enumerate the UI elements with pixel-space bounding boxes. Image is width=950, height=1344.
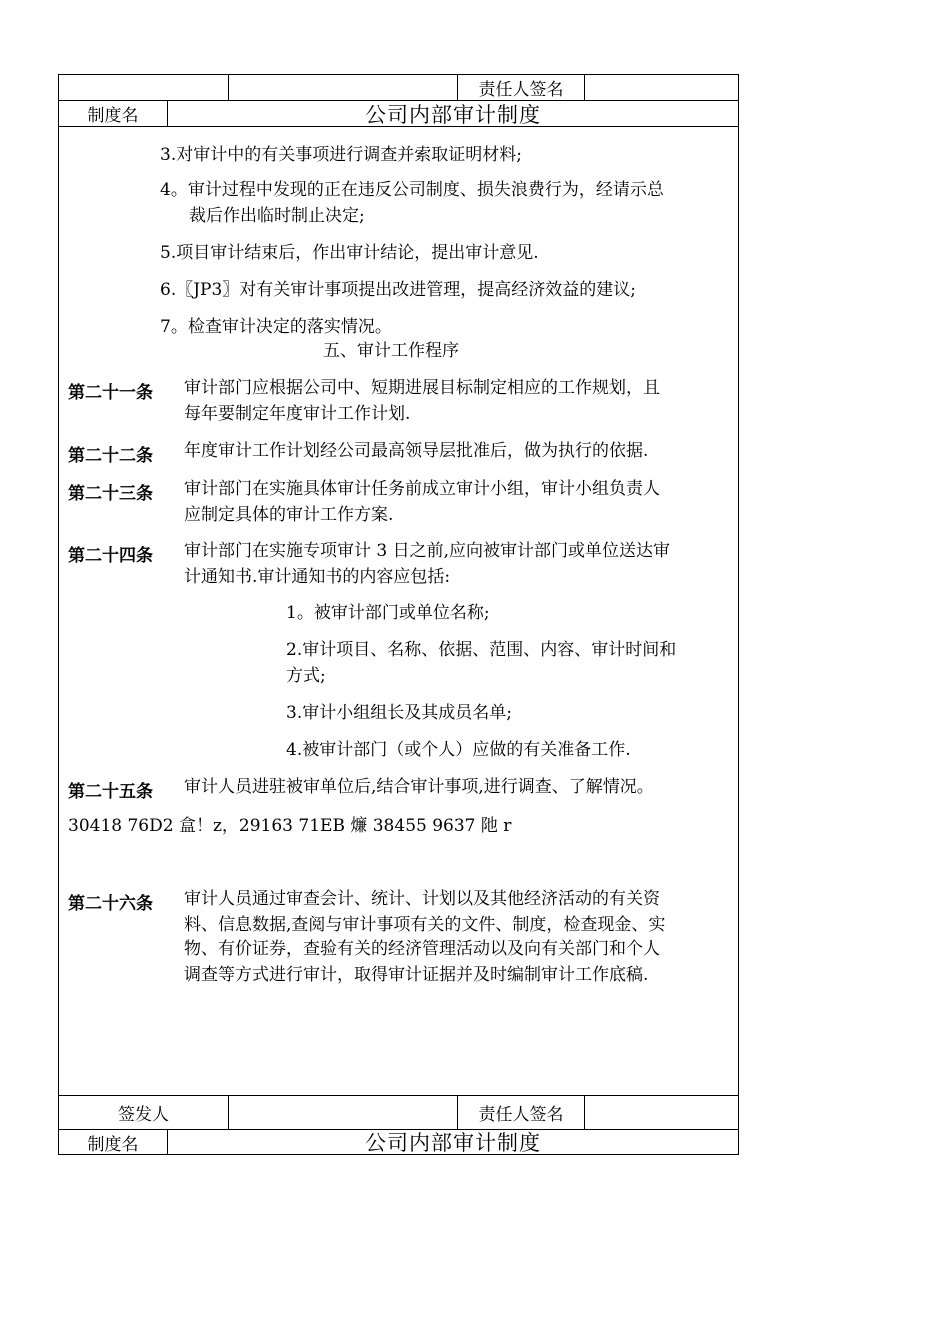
duty-item-4-cont: 裁后作出临时制止决定; [189,206,365,226]
article-24-label: 第二十四条 [68,546,153,566]
article-23-line-2: 应制定具体的审计工作方案. [184,505,394,525]
notice-item-2-cont: 方式; [286,666,326,686]
policy-name-label: 制度名 [59,101,168,126]
article-24-line-2: 计通知书.审计通知书的内容应包括: [184,567,451,587]
signer-value [585,75,738,100]
issuer-label: 签发人 [59,1096,229,1129]
footer-sign-row [59,1095,738,1130]
section-heading: 五、审计工作程序 [323,341,459,361]
article-25-label: 第二十五条 [68,782,153,802]
footer-policy-name-value: 公司内部审计制度 [365,1131,541,1155]
header-title-row [59,101,738,127]
notice-item-1: 1。被审计部门或单位名称; [286,603,490,623]
article-21-label: 第二十一条 [68,383,153,403]
article-26-line-1: 审计人员通过审查会计、统计、计划以及其他经济活动的有关资 [184,889,660,909]
signer-label: 责任人签名 [458,75,585,100]
header-blank-cell [59,75,229,100]
duty-item-3: 3.对审计中的有关事项进行调查并索取证明材料; [160,145,522,165]
article-22-line-1: 年度审计工作计划经公司最高领导层批准后，做为执行的依据. [184,441,649,461]
article-22-label: 第二十二条 [68,446,153,466]
duty-item-6: 6.〖JP3〗对有关审计事项提出改进管理，提高经济效益的建议; [160,280,637,300]
header-blank-cell-2 [229,75,458,100]
footer-signer-value [585,1096,738,1129]
article-26-line-3: 物、有价证券，查验有关的经济管理活动以及向有关部门和个人 [184,939,660,959]
footer-title-row [59,1130,738,1154]
duty-item-5: 5.项目审计结束后，作出审计结论，提出审计意见. [160,243,539,263]
issuer-value [229,1096,458,1129]
notice-item-3: 3.审计小组组长及其成员名单; [286,703,512,723]
article-23-line-1: 审计部门在实施具体审计任务前成立审计小组，审计小组负责人 [184,479,660,499]
duty-item-4: 4。审计过程中发现的正在违反公司制度、损失浪费行为，经请示总 [160,180,664,200]
footer-signer-label: 责任人签名 [458,1096,585,1129]
notice-item-4: 4.被审计部门（或个人）应做的有关准备工作. [286,740,631,760]
header-sign-row [59,75,738,101]
article-21-line-2: 每年要制定年度审计工作计划. [184,404,411,424]
article-26-line-4: 调查等方式进行审计，取得审计证据并及时编制审计工作底稿. [184,965,649,985]
article-23-label: 第二十三条 [68,484,153,504]
footer-policy-name-label: 制度名 [59,1130,168,1154]
article-26-label: 第二十六条 [68,894,153,914]
policy-name-value: 公司内部审计制度 [365,102,541,127]
notice-item-2: 2.审计项目、名称、依据、范围、内容、审计时间和 [286,640,677,660]
article-24-line-1: 审计部门在实施专项审计 3 日之前,应向被审计部门或单位送达审 [184,541,671,561]
article-26-line-2: 料、信息数据,查阅与审计事项有关的文件、制度，检查现金、实 [184,915,666,935]
garbled-code-line: 30418 76D2 盒！z，29163 71EB 燫 38455 9637 阤 r [68,816,512,836]
duty-item-7: 7。检查审计决定的落实情况。 [160,317,392,337]
article-21-line-1: 审计部门应根据公司中、短期进展目标制定相应的工作规划，且 [184,378,660,398]
article-25-line-1: 审计人员进驻被审单位后,结合审计事项,进行调查、了解情况。 [184,777,654,797]
document-frame [58,74,739,1155]
